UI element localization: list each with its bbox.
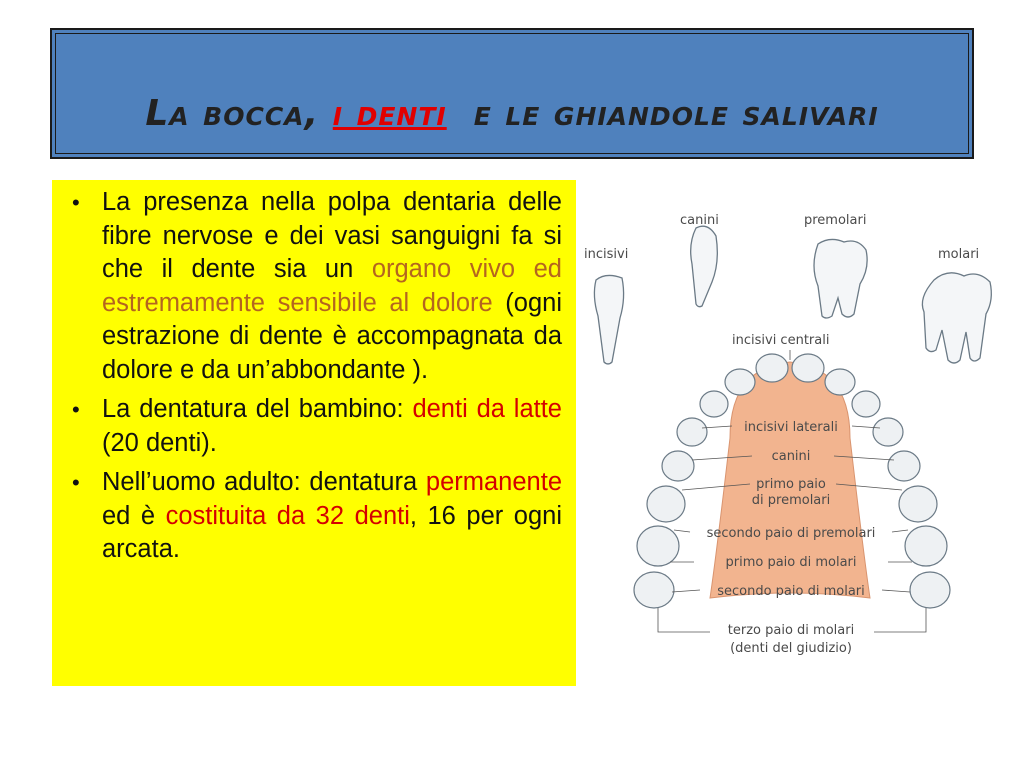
- arch-tooth: [634, 572, 674, 608]
- highlight-segment: organo vivo ed estremamente sensibile al dolore: [102, 255, 562, 317]
- highlight-segment: costituita da 32 denti: [165, 501, 410, 530]
- highlight-segment: permanente: [425, 468, 562, 496]
- bullet-segment: , 16 per ogni arcata.: [102, 501, 562, 563]
- arch-tooth: [792, 354, 824, 382]
- incisor-tooth-icon: [594, 275, 623, 364]
- label-canini: canini: [680, 213, 719, 228]
- arch-tooth: [725, 369, 755, 395]
- label-primo-molari: primo paio di molari: [725, 555, 857, 570]
- bullet-segment: La presenza nella polpa dentaria delle fibre nervose e dei vasi sanguigni fa si che il dente sia un: [102, 188, 562, 283]
- bullet-item: [102, 466, 562, 567]
- arch-tooth: [677, 418, 707, 446]
- title-highlight: i denti: [332, 93, 447, 134]
- arch-tooth: [700, 391, 728, 417]
- slide-title: [52, 93, 972, 134]
- bullet-segment: ed è: [102, 501, 166, 530]
- arch-tooth: [756, 354, 788, 382]
- label-primo-paio-2: di premolari: [751, 493, 831, 508]
- label-premolari: premolari: [804, 213, 867, 228]
- bullet-segment: (ogni estrazione di dente è accompagnata da dolore e da un’abbondante ).: [102, 288, 562, 384]
- label-molari: molari: [938, 247, 980, 262]
- arch-tooth: [905, 526, 947, 566]
- teeth-diagram: [582, 200, 1002, 670]
- premolar-tooth-icon: [814, 239, 867, 318]
- label-secondo-molari: secondo paio di molari: [717, 584, 865, 599]
- arch-tooth: [873, 418, 903, 446]
- bullet-list: [66, 186, 562, 567]
- arch-tooth: [888, 451, 920, 481]
- arch-tooth: [637, 526, 679, 566]
- arch-tooth: [899, 486, 937, 522]
- arch-tooth: [852, 391, 880, 417]
- label-primo-paio-1: primo paio: [756, 477, 826, 492]
- arch-tooth: [910, 572, 950, 608]
- bullet-segment: Nell’uomo adulto: dentatura: [102, 468, 426, 496]
- label-terzo-1: terzo paio di molari: [727, 623, 855, 638]
- bullet-segment: La dentatura del bambino:: [102, 395, 413, 423]
- molar-tooth-icon: [922, 273, 991, 363]
- label-incisivi: incisivi: [584, 247, 629, 262]
- highlight-segment: denti da latte: [412, 395, 562, 423]
- arch-tooth: [647, 486, 685, 522]
- title-part-2: e le ghiandole salivari: [446, 93, 879, 134]
- bullet-text-box: [52, 180, 576, 686]
- canine-tooth-icon: [691, 226, 718, 306]
- bullet-item: [102, 186, 562, 387]
- label-canini-arch: canini: [771, 449, 811, 464]
- title-box: [50, 28, 974, 159]
- label-incisivi-laterali: incisivi laterali: [744, 420, 838, 435]
- arch-tooth: [825, 369, 855, 395]
- bullet-item: [102, 393, 562, 460]
- label-secondo-premolari: secondo paio di premolari: [706, 526, 876, 541]
- label-incisivi-centrali: incisivi centrali: [732, 333, 830, 348]
- label-terzo-2: (denti del giudizio): [730, 641, 852, 656]
- title-part-1: La bocca,: [145, 93, 333, 134]
- arch-tooth: [662, 451, 694, 481]
- bullet-segment: (20 denti).: [102, 428, 217, 457]
